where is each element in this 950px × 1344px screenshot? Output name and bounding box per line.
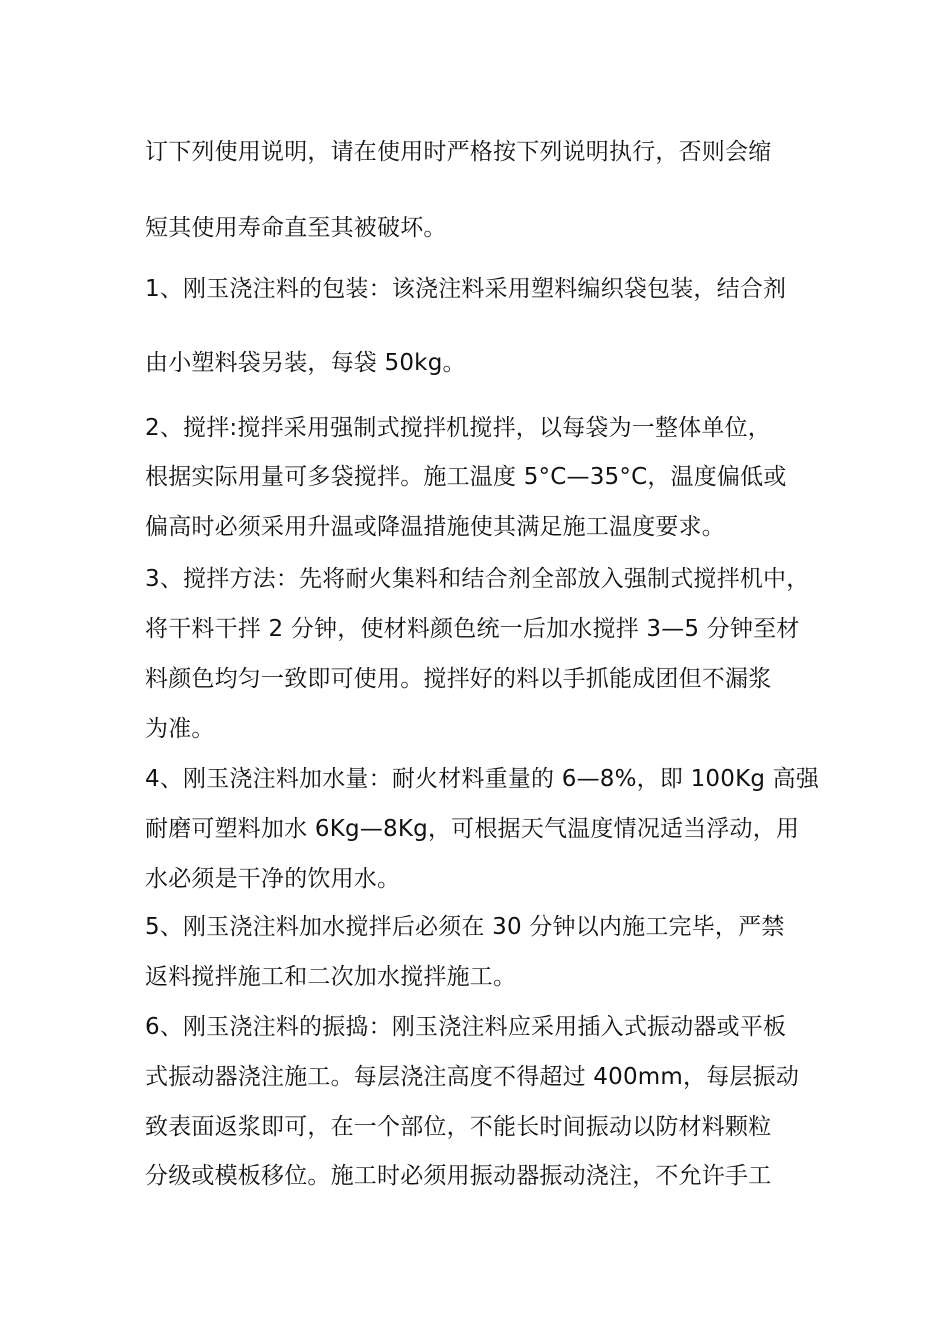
text-line: 返料搅拌施工和二次加水搅拌施工。	[145, 964, 517, 990]
text-line: 料颜色均匀一致即可使用。搅拌好的料以手抓能成团但不漏浆	[145, 666, 772, 692]
text-line: 致表面返浆即可，在一个部位，不能长时间振动以防材料颗粒	[145, 1114, 772, 1140]
text-line: 4、刚玉浇注料加水量：耐火材料重量的 6—8%，即 100Kg 高强	[145, 766, 820, 792]
text-line: 根据实际用量可多袋搅拌。施工温度 5°C—35°C，温度偏低或	[145, 464, 787, 490]
text-line: 水必须是干净的饮用水。	[145, 866, 401, 892]
text-line: 偏高时必须采用升温或降温措施使其满足施工温度要求。	[145, 514, 725, 540]
text-line: 3、搅拌方法：先将耐火集料和结合剂全部放入强制式搅拌机中，	[145, 566, 810, 592]
text-line: 短其使用寿命直至其被破坏。	[145, 215, 447, 241]
text-line: 由小塑料袋另装，每袋 50kg。	[145, 350, 466, 376]
text-line: 2、搅拌:搅拌采用强制式搅拌机搅拌，以每袋为一整体单位，	[145, 415, 771, 441]
text-line: 订下列使用说明，请在使用时严格按下列说明执行，否则会缩	[145, 139, 772, 165]
text-line: 将干料干拌 2 分钟，使材料颜色统一后加水搅拌 3—5 分钟至材	[145, 616, 800, 642]
text-line: 为准。	[145, 716, 215, 742]
text-line: 分级或模板移位。施工时必须用振动器振动浇注，不允许手工	[145, 1163, 772, 1189]
text-line: 6、刚玉浇注料的振捣：刚玉浇注料应采用插入式振动器或平板	[145, 1014, 787, 1040]
text-line: 5、刚玉浇注料加水搅拌后必须在 30 分钟以内施工完毕，严禁	[145, 914, 785, 940]
text-line: 1、刚玉浇注料的包装：该浇注料采用塑料编织袋包装，结合剂	[145, 276, 787, 302]
text-line: 式振动器浇注施工。每层浇注高度不得超过 400mm，每层振动	[145, 1064, 800, 1090]
text-line: 耐磨可塑料加水 6Kg—8Kg，可根据天气温度情况适当浮动，用	[145, 816, 800, 842]
